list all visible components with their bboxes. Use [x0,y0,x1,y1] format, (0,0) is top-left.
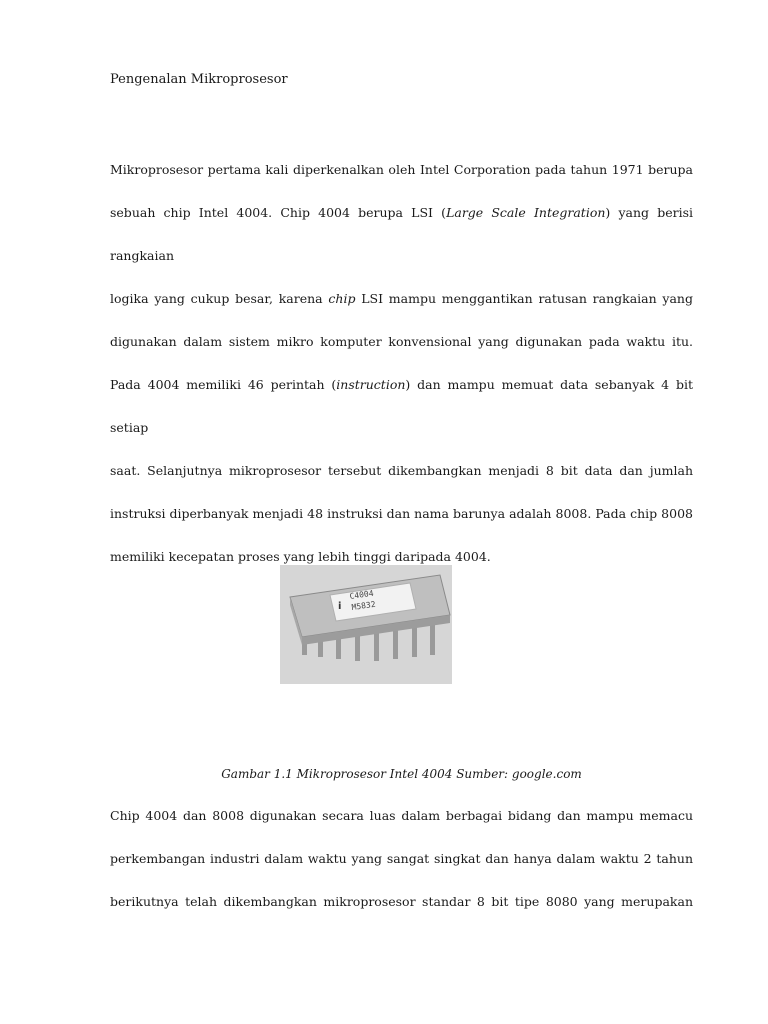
paragraph-1-line: memiliki kecepatan proses yang lebih tinggi daripada 4004. [110,549,491,564]
paragraph-1-line: saat. Selanjutnya mikroprosesor tersebut dikembangkan menjadi 8 bit data dan jumlah [110,463,693,478]
paragraph-2-line: Chip 4004 dan 8008 digunakan secara luas dalam berbagai bidang dan mampu memacu [110,808,693,823]
chip-label-line-2: M5832 [351,599,377,612]
chip-photo [280,565,452,684]
paragraph-2-line: berikutnya telah dikembangkan mikroprosesor standar 8 bit tipe 8080 yang merupakan [110,894,693,909]
paragraph-1-line: Mikroprosesor pertama kali diperkenalkan oleh Intel Corporation pada tahun 1971 berupa [110,162,693,177]
paragraph-1-line: logika yang cukup besar, karena chip LSI mampu menggantikan ratusan rangkaian yang [110,291,693,306]
page-title: Pengenalan Mikroprosesor [110,72,288,87]
paragraph-1-line: instruksi diperbanyak menjadi 48 instruksi dan nama barunya adalah 8008. Pada chip 8008 [110,506,693,521]
paragraph-1-line: Pada 4004 memiliki 46 perintah (instruction) dan mampu memuat data sebanyak 4 bit setiap [110,377,693,435]
figure-caption: Gambar 1.1 Mikroprosesor Intel 4004 Sumber: google.com [221,767,582,781]
paragraph-2 [110,794,693,923]
paragraph-1-line: sebuah chip Intel 4004. Chip 4004 berupa LSI (Large Scale Integration) yang berisi rangkaian [110,205,693,263]
paragraph-1 [110,148,693,578]
paragraph-1-line: digunakan dalam sistem mikro komputer konvensional yang digunakan pada waktu itu. [110,334,693,349]
paragraph-2-line: perkembangan industri dalam waktu yang sangat singkat dan hanya dalam waktu 2 tahun [110,851,693,866]
chip-label-line-1: C4004 [349,588,375,601]
intel-4004-chip-image [280,565,452,684]
chip-logo: i [338,601,342,612]
